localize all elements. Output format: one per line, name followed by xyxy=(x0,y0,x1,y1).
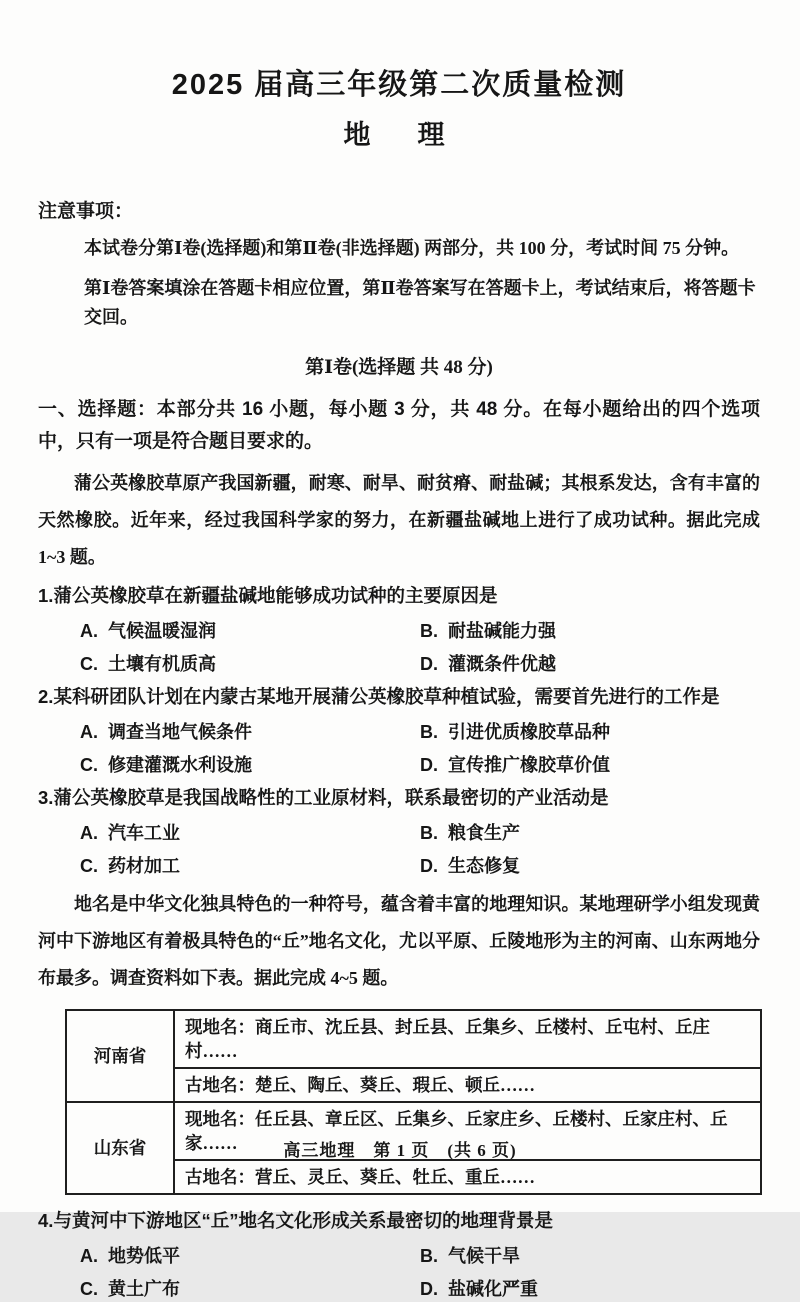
question-1-number: 1. xyxy=(38,585,54,606)
table-row xyxy=(66,1010,761,1068)
option-label: D. xyxy=(420,856,438,876)
question-2-text: 某科研团队计划在内蒙古某地开展蒲公英橡胶草种植试验，需要首先进行的工作是 xyxy=(53,686,720,707)
option-label: A. xyxy=(80,1246,98,1266)
question-1-option-a xyxy=(80,619,420,644)
option-text: 耐盐碱能力强 xyxy=(448,621,556,641)
question-1 xyxy=(38,580,760,677)
shandong-modern-names: 现地名：任丘县、章丘区、丘集乡、丘家庄乡、丘楼村、丘家庄村、丘家…… xyxy=(174,1102,761,1160)
option-label: B. xyxy=(420,1246,438,1266)
shandong-ancient-names: 古地名：营丘、灵丘、葵丘、牡丘、重丘…… xyxy=(174,1160,761,1194)
exam-subject: 地 理 xyxy=(343,120,455,150)
question-4-option-b xyxy=(420,1244,760,1269)
question-4-stem xyxy=(38,1205,760,1236)
province-cell-shandong: 山东省 xyxy=(66,1102,174,1194)
notice-line-1: 本试卷分第Ⅰ卷(选择题)和第Ⅱ卷(非选择题) 两部分，共 100 分，考试时间 75 分钟。 xyxy=(84,238,740,258)
question-4-text: 与黄河中下游地区“丘”地名文化形成关系最密切的地理背景是 xyxy=(53,1210,553,1231)
question-2-option-c xyxy=(80,753,420,778)
section1-intro: 一、选择题：本部分共 16 小题，每小题 3 分，共 48 分。在每小题给出的四个选项中，只有一项是符合题目要求的。 xyxy=(38,399,760,452)
question-4-option-d xyxy=(420,1277,760,1302)
option-label: C. xyxy=(80,654,98,674)
option-text: 盐碱化严重 xyxy=(448,1279,538,1299)
question-3 xyxy=(38,782,760,879)
question-1-text: 蒲公英橡胶草在新疆盐碱地能够成功试种的主要原因是 xyxy=(53,585,498,606)
question-4 xyxy=(38,1205,760,1302)
option-text: 修建灌溉水利设施 xyxy=(108,755,252,775)
question-3-option-c xyxy=(80,854,420,879)
question-3-option-d xyxy=(420,854,760,879)
option-text: 宣传推广橡胶草价值 xyxy=(448,755,610,775)
passage-rubber-grass: 蒲公英橡胶草原产我国新疆，耐寒、耐旱、耐贫瘠、耐盐碱；其根系发达，含有丰富的天然橡胶。近年来，经过我国科学家的努力，在新疆盐碱地上进行了成功试种。据此完成 1~3 题。 xyxy=(38,473,760,567)
question-3-option-b xyxy=(420,821,760,846)
option-label: C. xyxy=(80,1279,98,1299)
question-3-text: 蒲公英橡胶草是我国战略性的工业原材料，联系最密切的产业活动是 xyxy=(53,787,609,808)
option-text: 调查当地气候条件 xyxy=(108,722,252,742)
question-4-options-row-1 xyxy=(38,1244,760,1269)
question-3-option-a xyxy=(80,821,420,846)
question-1-options-row-1 xyxy=(38,619,760,644)
henan-ancient-names: 古地名：楚丘、陶丘、葵丘、瑕丘、顿丘…… xyxy=(174,1068,761,1102)
question-1-stem xyxy=(38,580,760,611)
question-1-options-row-2 xyxy=(38,652,760,677)
option-label: C. xyxy=(80,755,98,775)
question-2-options-row-1 xyxy=(38,720,760,745)
option-label: D. xyxy=(420,654,438,674)
option-text: 黄土广布 xyxy=(108,1279,180,1299)
question-4-option-a xyxy=(80,1244,420,1269)
option-text: 地势低平 xyxy=(108,1246,180,1266)
option-text: 气候温暖湿润 xyxy=(108,621,216,641)
option-label: D. xyxy=(420,1279,438,1299)
question-2-stem xyxy=(38,681,760,712)
question-2-option-b xyxy=(420,720,760,745)
passage-place-names: 地名是中华文化独具特色的一种符号，蕴含着丰富的地理知识。某地理研学小组发现黄河中下游地区有着极具特色的“丘”地名文化，尤以平原、丘陵地形为主的河南、山东两地分布最多。调查资料如下表。据此完成 4~5 题。 xyxy=(38,894,760,988)
option-text: 汽车工业 xyxy=(108,823,180,843)
question-3-options-row-2 xyxy=(38,854,760,879)
question-2-option-d xyxy=(420,753,760,778)
page-footer: 高三地理 第 1 页 (共 6 页) xyxy=(283,1141,517,1160)
notice-section xyxy=(38,196,760,332)
option-text: 土壤有机质高 xyxy=(108,654,216,674)
option-label: A. xyxy=(80,823,98,843)
question-1-option-d xyxy=(420,652,760,677)
question-2-options-row-2 xyxy=(38,753,760,778)
part1-header: 第Ⅰ卷(选择题 共 48 分) xyxy=(305,357,493,378)
question-2-option-a xyxy=(80,720,420,745)
question-1-option-c xyxy=(80,652,420,677)
option-label: B. xyxy=(420,823,438,843)
option-label: C. xyxy=(80,856,98,876)
province-cell-henan: 河南省 xyxy=(66,1010,174,1102)
option-text: 引进优质橡胶草品种 xyxy=(448,722,610,742)
option-text: 粮食生产 xyxy=(448,823,520,843)
option-label: B. xyxy=(420,722,438,742)
question-4-option-c xyxy=(80,1277,420,1302)
question-3-options-row-1 xyxy=(38,821,760,846)
option-text: 药材加工 xyxy=(108,856,180,876)
notice-heading: 注意事项： xyxy=(38,201,134,222)
option-label: A. xyxy=(80,722,98,742)
option-text: 灌溉条件优越 xyxy=(448,654,556,674)
option-label: B. xyxy=(420,621,438,641)
question-2-number: 2. xyxy=(38,686,54,707)
option-text: 气候干旱 xyxy=(448,1246,520,1266)
notice-line-2: 第Ⅰ卷答案填涂在答题卡相应位置，第Ⅱ卷答案写在答题卡上，考试结束后，将答题卡交回。 xyxy=(84,278,756,327)
option-text: 生态修复 xyxy=(448,856,520,876)
question-1-option-b xyxy=(420,619,760,644)
question-3-number: 3. xyxy=(38,787,54,808)
question-4-number: 4. xyxy=(38,1210,54,1231)
henan-modern-names: 现地名：商丘市、沈丘县、封丘县、丘集乡、丘楼村、丘屯村、丘庄村…… xyxy=(174,1010,761,1068)
option-label: D. xyxy=(420,755,438,775)
exam-title: 2025 届高三年级第二次质量检测 xyxy=(171,69,627,101)
question-3-stem xyxy=(38,782,760,813)
question-4-options-row-2 xyxy=(38,1277,760,1302)
question-2 xyxy=(38,681,760,778)
place-name-table xyxy=(65,1009,762,1195)
option-label: A. xyxy=(80,621,98,641)
